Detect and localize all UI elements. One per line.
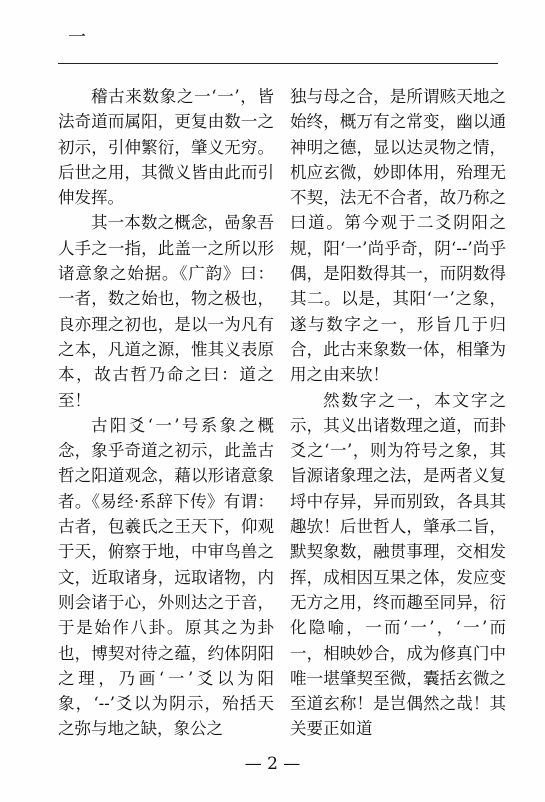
header-mark: 一 bbox=[68, 27, 86, 48]
left-paragraph-2: 其一本数之概念，喦象吾人手之一指，此盖一之所以形诸意象之始据。《广韵》曰：一者，数之始也，物之极也，良亦理之初也，是以一为凡有之本，凡道之源，惟其义表原本，故古哲乃命之曰：道之至！ bbox=[58, 213, 274, 410]
left-paragraph-3: 古阳爻‘一’号系象之概念，象乎奇道之初示，此盖古哲之阳道观念，藉以形诸意象者。《易经·系辞下传》有谓：古者，包羲氏之王天下，仰观于天，俯察于地，中审鸟兽之文，近取诸身，远取诸物，内则会诸于心，外则达之于音，于是始作八卦。原其之为卦也，博契对待之蕴，约体阴阳之理，乃画‘一’爻以为阳象，‘--’爻以为阴示，殆括天之弥与地之缺，象公之 bbox=[58, 415, 274, 739]
right-paragraph-1: 独与母之合，是所谓赅天地之始终，概万有之常变，幽以通神明之德，显以达灵物之情，机应玄微，妙即体用，殆理无不契，法无不合者，故乃称之曰道。第今观于二爻阴阳之规，阳‘一’尚乎奇，阴‘--’尚乎偶，是阳数得其一，而阴数得其二。以是，其阳‘一’之象，遂与数字之一，形旨几于归合，此古来象数一体，相肇为用之由来欤！ bbox=[290, 87, 506, 385]
page-number: — 2 — bbox=[244, 754, 301, 774]
left-column bbox=[58, 84, 274, 742]
left-paragraph-1: 稽古来数象之一‘一’，皆法奇道而属阳，更复由数一之初示，引伸繁衍，肇义无穷。后世之用，其微义皆由此而引伸发挥。 bbox=[58, 87, 274, 208]
right-column bbox=[290, 84, 506, 742]
header-rule bbox=[58, 63, 498, 64]
right-paragraph-2: 然数字之一，本文字之示，其义出诸数理之道，而卦爻之‘一’，则为符号之象，其旨源诸象理之法，是两者义复埒中存异，异而别致，各具其趣欤！后世哲人，肇承二旨，默契象数，融贯事理，交相发挥，成相因互果之体，发应变无方之用，终而趣至同异，衍化隐喻，一而‘一’，‘一’而一，相映妙合，成为修真门中唯一堪肇契至微，囊括玄微之至道玄称！是岂偶然之哉！其关要正如道 bbox=[290, 390, 506, 739]
